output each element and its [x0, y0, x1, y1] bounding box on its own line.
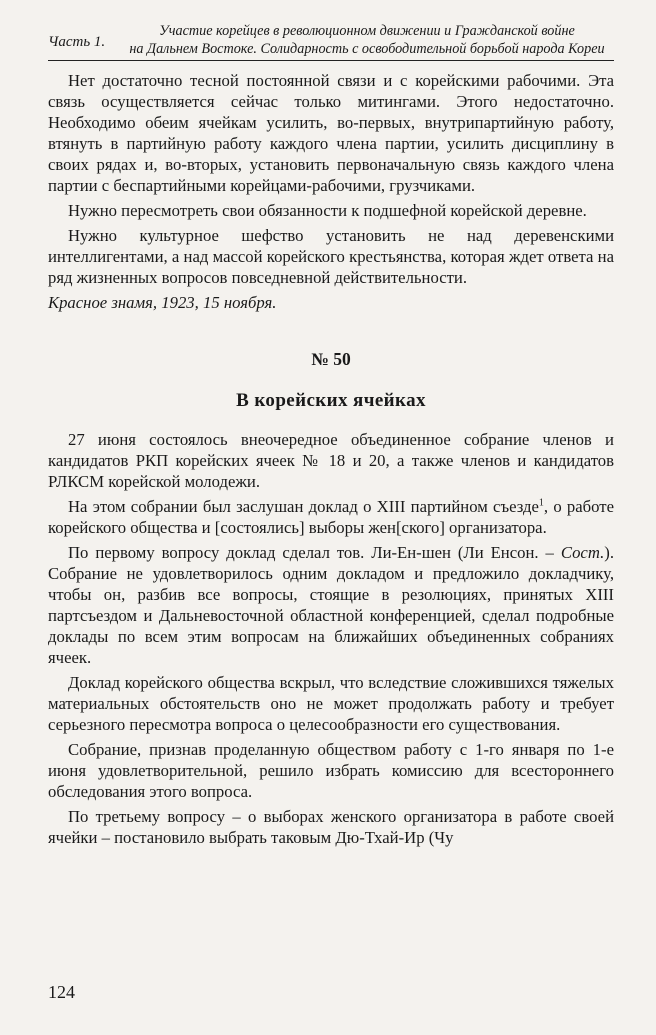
header-title-line-2: на Дальнем Востоке. Солидарность с освободительной борьбой народа Кореи	[129, 41, 605, 57]
text-run: , о работе корейского общества и [состоялись] выборы жен[ского] организатора.	[48, 497, 614, 537]
text-run: ). Собрание не удовлетворилось одним докладом и предложило докладчику, чтобы он, разбив все вопросы, стоящие в резолюциях, принятых XIII партсъездом и Дальневосточной областной конференцией, сделал подробные доклады по всем этим вопросам на ближайших объединенных собраниях ячеек.	[48, 543, 615, 667]
paragraph: Собрание, признав проделанную обществом работу с 1-го января по 1-е июня удовлетворительной, решило избрать комиссию для всестороннего обследования этого вопроса.	[48, 740, 614, 801]
paragraph: 27 июня состоялось внеочередное объединенное собрание членов и кандидатов РКП корейских ячеек № 18 и 20, а также членов и кандидатов РЛКСМ корейской молодежи.	[48, 430, 614, 491]
document-number: № 50	[311, 349, 351, 369]
footnote-marker: 1	[538, 497, 544, 509]
paragraph: Доклад корейского общества вскрыл, что вследствие сложившихся тяжелых материальных обстоятельств оно не может продолжать работу и требует серьезного пересмотра вопроса о целесообразности его существования.	[48, 673, 614, 734]
italic-abbrev: Сост.	[560, 543, 605, 562]
text-run: По первому вопросу доклад сделал тов. Ли-Ен-шен (Ли Енсон. –	[68, 543, 554, 562]
paragraph: Нужно пересмотреть свои обязанности к подшефной корейской деревне.	[68, 201, 587, 220]
paragraph	[48, 542, 614, 668]
document-body	[48, 429, 614, 848]
paragraph	[48, 496, 614, 538]
paragraph: Нет достаточно тесной постоянной связи и с корейскими рабочими. Эта связь осуществляется сейчас только митингами. Этого недостаточно. Необходимо обеим ячейкам усилить, во-первых, внутрипартийную работу, втянуть в партийную работу каждого члена партии, усилить дисциплину в своих рядах и, во-вторых, установить первоначальную связь каждого члена партии с беспартийными корейцами-рабочими, грузчиками.	[48, 71, 614, 195]
source-citation: Красное знамя, 1923, 15 ноября.	[48, 293, 277, 312]
header-part-label: Часть 1.	[48, 34, 106, 50]
document-title: В корейских ячейках	[236, 390, 426, 411]
body-text	[48, 70, 614, 848]
text-run: На этом собрании был заслушан доклад о XIII партийном съезде	[68, 497, 539, 516]
header-title-line-1: Участие корейцев в революционном движении и Гражданской войне	[159, 23, 575, 39]
paragraph: Нужно культурное шефство установить не над деревенскими интеллигентами, а над массой корейского крестьянства, которая ждет ответа на ряд жизненных вопросов повседневной действительности.	[48, 226, 614, 287]
paragraph: По третьему вопросу – о выборах женского организатора в работе своей ячейки – постановило выбрать таковым Дю-Тхай-Ир (Чу	[48, 807, 614, 847]
header-title	[120, 22, 614, 58]
running-header	[48, 20, 614, 61]
page-number: 124	[48, 982, 75, 1002]
